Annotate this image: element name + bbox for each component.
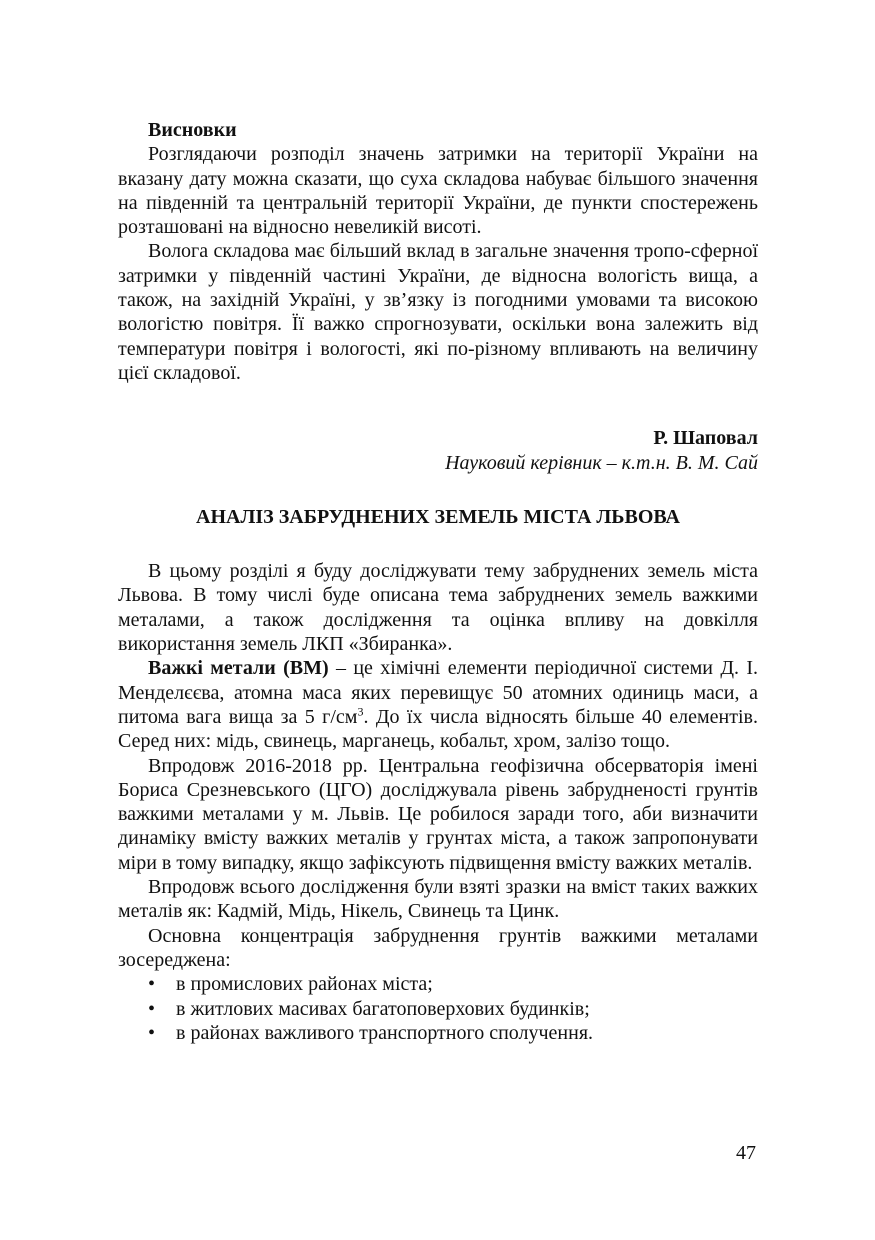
list-item: • в житлових масивах багатоповерхових будинків;	[148, 997, 590, 1020]
page-content	[118, 118, 758, 1045]
list-item: • в промислових районах міста;	[148, 973, 433, 996]
page-number: 47	[736, 1142, 756, 1164]
heavy-metals-definition: – це хімічні елементи періодичної системи Д. І. Менделєєва, атомна маса яких перевищує 50 атомних одиниць маси, а питома вага вища за 5 г/см	[118, 657, 759, 728]
heavy-metals-paragraph	[118, 656, 758, 753]
conclusions-paragraph-2: Волога складова має більший вклад в загальне значення тропо-сферної затримки у південній частині України, де відносна вологість вища, а також, на західній Україні, у зв’язку із погодними умовами та високою вологістю повітря. Її важко спрогнозувати, оскільки вона залежить від температури повітря і вологості, які по-різному впливають на величину цієї складової.	[118, 240, 758, 384]
samples-paragraph: Впродовж всього дослідження були взяті зразки на вміст таких важких металів як: Кадмій, Мідь, Нікель, Свинець та Цинк.	[118, 876, 758, 923]
heavy-metals-term: Важкі метали (ВМ)	[148, 657, 329, 680]
superscript-3: 3	[357, 704, 364, 719]
bullet-icon: •	[148, 973, 156, 996]
list-item: • в районах важливого транспортного сполучення.	[148, 1021, 594, 1044]
bullet-icon: •	[148, 1021, 156, 1044]
conclusions-paragraph-1: Розглядаючи розподіл значень затримки на території України на вказану дату можна сказати, що суха складова набуває більшого значення на південній та центральній території України, де пункти спостережень розташовані на відносно невеликій висоті.	[118, 143, 758, 239]
heavy-metals-continuation: . До їх числа відносять більше 40 елементів. Серед них: мідь, свинець, марганець, кобальт, хром, залізо тощо.	[118, 705, 758, 753]
article-title: АНАЛІЗ ЗАБРУДНЕНИХ ЗЕМЕЛЬ МІСТА ЛЬВОВА	[196, 505, 680, 528]
bullet-list	[118, 972, 758, 1045]
bullet-icon: •	[148, 997, 156, 1020]
author-name: Р. Шаповал	[653, 427, 758, 450]
author-block	[118, 426, 758, 475]
scientific-advisor: Науковий керівник – к.т.н. В. М. Сай	[445, 451, 758, 474]
cgo-paragraph: Впродовж 2016-2018 рр. Центральна геофізична обсерваторія імені Бориса Срезневського (ЦГО) досліджувала рівень забрудненості грунтів важкими металами у м. Львів. Це робилося заради того, аби визначити динаміку вмісту важких металів у грунтах міста, а також запропонувати міри в тому випадку, якщо зафіксують підвищення вмісту важких металів.	[118, 754, 758, 874]
conclusions-heading: Висновки	[148, 119, 237, 141]
intro-paragraph: В цьому розділі я буду досліджувати тему забруднених земель міста Львова. В тому числі буде описана тема забруднених земель важкими металами, а також дослідження та оцінка впливу на довкілля використання земель ЛКП «Збиранка».	[118, 560, 758, 656]
concentration-paragraph: Основна концентрація забруднення грунтів важкими металами зосереджена:	[118, 924, 758, 971]
